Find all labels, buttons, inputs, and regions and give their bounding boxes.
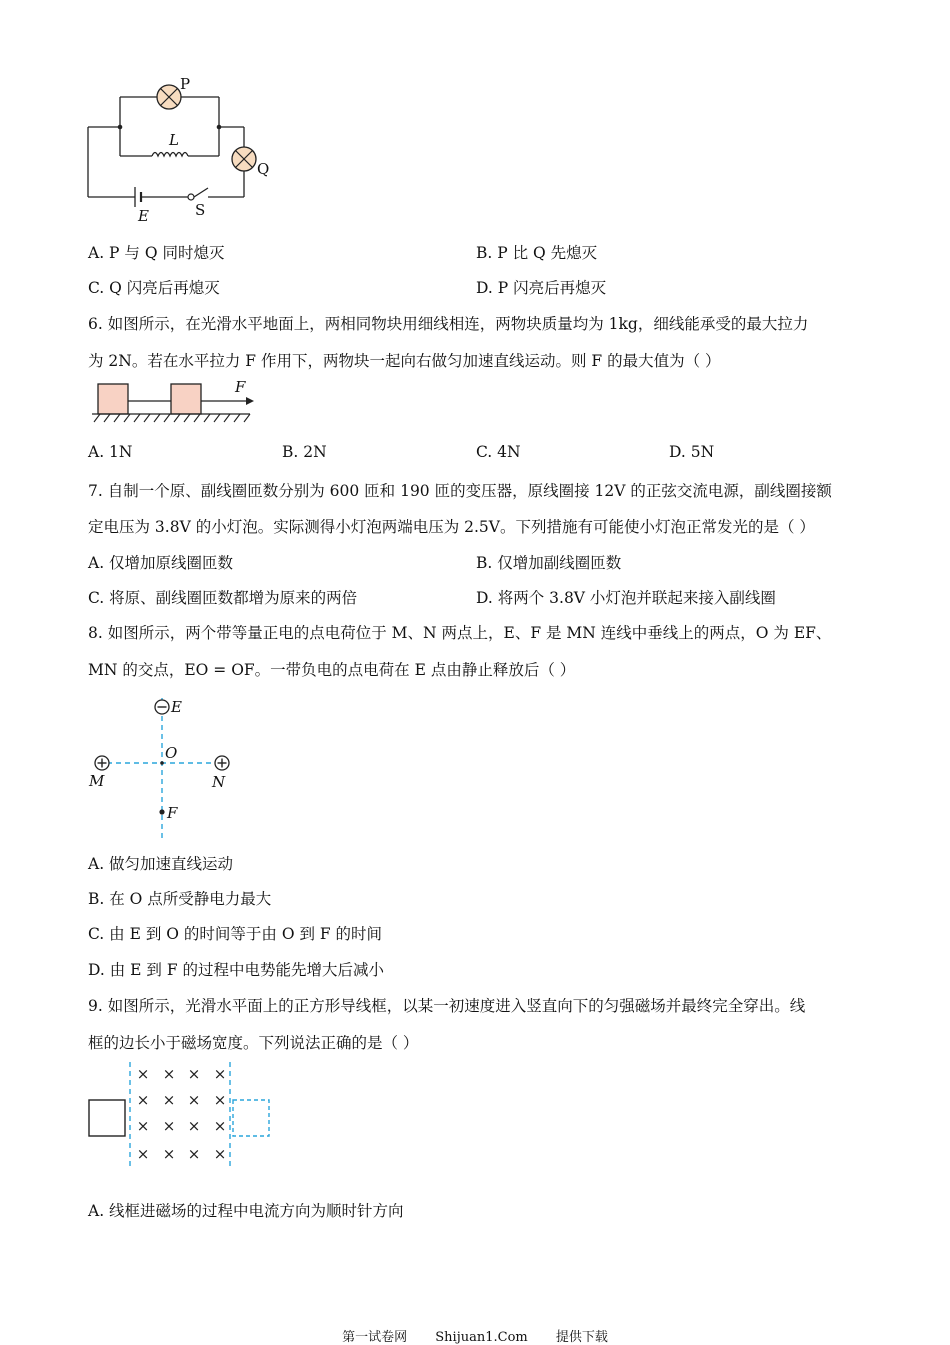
field-mark: ×	[136, 1065, 150, 1083]
field-mark: ×	[213, 1145, 227, 1163]
page-footer	[0, 1326, 950, 1345]
field-mark: ×	[162, 1065, 176, 1083]
label-e: E	[138, 207, 149, 225]
q7-option-d[interactable]: D. 将两个 3.8V 小灯泡并联起来接入副线圈	[476, 589, 776, 607]
label-f: F	[235, 378, 246, 396]
q8-stem-line2: MN 的交点，EO = OF。一带负电的点电荷在 E 点由静止释放后（ ）	[88, 661, 576, 679]
q9-stem-line2: 框的边长小于磁场宽度。下列说法正确的是（ ）	[88, 1034, 419, 1052]
label-f: F	[167, 804, 178, 822]
label-o: O	[165, 744, 178, 762]
q7-stem-line1: 7. 自制一个原、副线圈匝数分别为 600 匝和 190 匝的变压器，原线圈接 12V 的正弦交流电源，副线圈接额	[88, 482, 832, 500]
label-m: M	[89, 772, 105, 790]
q9-stem-line1: 9. 如图所示，光滑水平面上的正方形导线框，以某一初速度进入竖直向下的匀强磁场并最终完全穿出。线	[88, 997, 806, 1015]
q9-option-a[interactable]: A. 线框进磁场的过程中电流方向为顺时针方向	[88, 1202, 404, 1220]
q5-option-c[interactable]: C. Q 闪亮后再熄灭	[88, 279, 220, 297]
negative-charge-icon	[155, 700, 169, 714]
q8-option-d[interactable]: D. 由 E 到 F 的过程中电势能先增大后减小	[88, 961, 385, 979]
label-s: S	[195, 201, 206, 219]
field-mark: ×	[136, 1145, 150, 1163]
positive-charge-n-icon	[215, 756, 229, 770]
q5-option-d[interactable]: D. P 闪亮后再熄灭	[476, 279, 607, 297]
q7-option-b[interactable]: B. 仅增加副线圈匝数	[476, 554, 622, 572]
label-n: N	[212, 773, 226, 791]
q6-option-a[interactable]: A. 1N	[88, 443, 133, 461]
field-mark: ×	[213, 1091, 227, 1109]
q5-option-b[interactable]: B. P 比 Q 先熄灭	[476, 244, 598, 262]
q8-option-a[interactable]: A. 做匀加速直线运动	[88, 855, 234, 873]
q6-option-c[interactable]: C. 4N	[476, 443, 521, 461]
field-mark: ×	[162, 1091, 176, 1109]
field-mark: ×	[213, 1065, 227, 1083]
bulb-p-icon	[157, 85, 181, 109]
footer-download: 提供下载	[555, 1330, 608, 1345]
q8-stem-line1: 8. 如图所示，两个带等量正电的点电荷位于 M、N 两点上，E、F 是 MN 连线中垂线上的两点，O 为 EF、	[88, 624, 832, 642]
field-mark: ×	[187, 1065, 201, 1083]
label-p: P	[180, 75, 191, 93]
q6-option-b[interactable]: B. 2N	[282, 443, 327, 461]
label-l: L	[169, 131, 179, 149]
ground-hatch	[94, 414, 250, 422]
magnetic-field-diagram	[85, 1060, 275, 1170]
charges-diagram	[85, 690, 245, 840]
q6-stem-line2: 为 2N。若在水平拉力 F 作用下，两物块一起向右做匀加速直线运动。则 F 的最大值为（ ）	[88, 352, 721, 370]
positive-charge-m-icon	[95, 756, 109, 770]
footer-site-en[interactable]: Shijuan1.Com	[435, 1330, 528, 1345]
field-mark: ×	[162, 1145, 176, 1163]
field-mark: ×	[187, 1117, 201, 1135]
field-mark: ×	[213, 1117, 227, 1135]
q6-stem-line1: 6. 如图所示，在光滑水平地面上，两相同物块用细线相连，两物块质量均为 1kg，细线能承受的最大拉力	[88, 315, 809, 333]
q7-stem-line2: 定电压为 3.8V 的小灯泡。实际测得小灯泡两端电压为 2.5V。下列措施有可能使小灯泡正常发光的是（ ）	[88, 518, 815, 536]
field-mark: ×	[187, 1091, 201, 1109]
field-mark: ×	[187, 1145, 201, 1163]
circuit-diagram	[80, 70, 280, 230]
bulb-q-icon	[232, 147, 256, 171]
field-mark: ×	[162, 1117, 176, 1135]
q8-option-b[interactable]: B. 在 O 点所受静电力最大	[88, 890, 272, 908]
q7-option-c[interactable]: C. 将原、副线圈匝数都增为原来的两倍	[88, 589, 358, 607]
q6-option-d[interactable]: D. 5N	[669, 443, 715, 461]
footer-site-cn: 第一试卷网	[342, 1330, 408, 1345]
q8-option-c[interactable]: C. 由 E 到 O 的时间等于由 O 到 F 的时间	[88, 925, 383, 943]
q5-option-a[interactable]: A. P 与 Q 同时熄灭	[88, 244, 225, 262]
q7-option-a[interactable]: A. 仅增加原线圈匝数	[88, 554, 234, 572]
field-mark: ×	[136, 1091, 150, 1109]
label-e: E	[171, 698, 182, 716]
label-q: Q	[257, 160, 270, 178]
blocks-diagram	[88, 375, 258, 430]
field-mark: ×	[136, 1117, 150, 1135]
